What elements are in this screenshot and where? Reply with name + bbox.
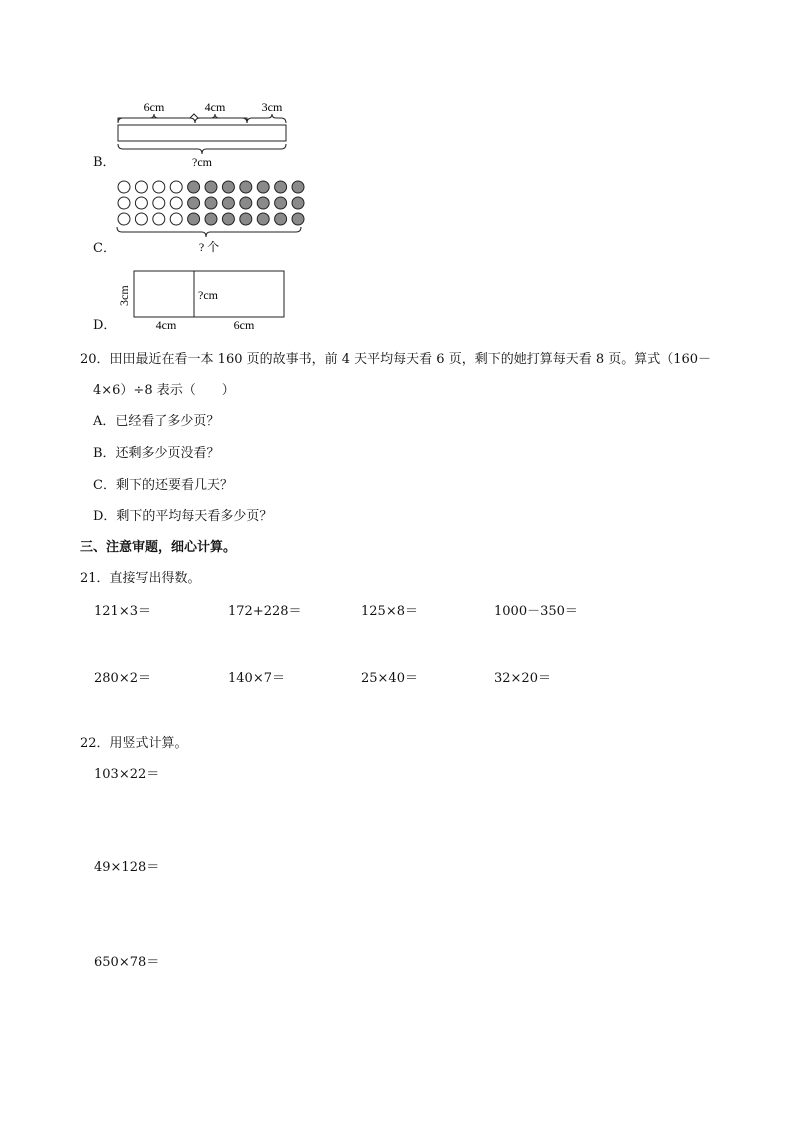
q22-item-1: 103×22＝ [94, 767, 160, 782]
q21-r2-c3: 25×40＝ [361, 671, 418, 686]
filled-circle [275, 213, 287, 225]
open-circle [170, 181, 182, 193]
q20-option-a: A．已经看了多少页？ [93, 414, 220, 429]
width-right-label: 6cm [233, 318, 255, 332]
option-c-letter: C． [93, 241, 116, 256]
q21-r1-c2: 172+228＝ [228, 604, 302, 619]
q22-item-2: 49×128＝ [94, 860, 160, 875]
q20-line1: 20．田田最近在看一本 160 页的故事书，前 4 天平均每天看 6 页，剩下的她打算每天看 8 页。算式（160－ [80, 352, 712, 367]
option-b-letter: B． [93, 155, 116, 170]
filled-circle [292, 181, 304, 193]
inside-label: ?cm [198, 288, 218, 302]
open-circle [135, 213, 147, 225]
q21-r1-c1: 121×3＝ [94, 604, 151, 619]
filled-circle [222, 197, 234, 209]
open-circle [170, 213, 182, 225]
open-circle [118, 197, 130, 209]
segment-bar [118, 125, 286, 141]
option-b-diagram [110, 96, 300, 168]
filled-circle [275, 197, 287, 209]
open-circle [118, 181, 130, 193]
segment-label-3: 3cm [261, 100, 283, 114]
filled-circle [240, 213, 252, 225]
filled-circle [188, 181, 200, 193]
bottom-brace-c [117, 227, 301, 237]
open-circle [153, 213, 165, 225]
filled-circle [222, 213, 234, 225]
total-label: ?cm [192, 155, 212, 168]
open-circle [153, 181, 165, 193]
filled-circle [205, 197, 217, 209]
q21-r2-c4: 32×20＝ [494, 671, 551, 686]
filled-circle [257, 213, 269, 225]
rect-left [134, 271, 194, 317]
filled-circle [205, 213, 217, 225]
q22-item-3: 650×78＝ [94, 955, 160, 970]
filled-circle [240, 181, 252, 193]
q20-option-b: B．还剩多少页没看？ [93, 446, 220, 461]
open-circle [135, 197, 147, 209]
total-count-label: ? 个 [198, 240, 220, 254]
option-c-diagram [112, 176, 308, 254]
option-d-diagram [114, 266, 294, 334]
filled-circle [188, 197, 200, 209]
filled-circle [240, 197, 252, 209]
top-brace-2 [195, 114, 247, 123]
section-title: 三、注意审题，细心计算。 [80, 540, 237, 555]
q21-r1-c3: 125×8＝ [361, 604, 418, 619]
circle-array [112, 176, 308, 254]
q22-title: 22．用竖式计算。 [80, 736, 188, 751]
filled-circle [188, 213, 200, 225]
q20-line2: 4×6）÷8 表示（ ） [93, 383, 235, 398]
open-circle [153, 197, 165, 209]
filled-circle [222, 181, 234, 193]
q20-option-d: D．剩下的平均每天看多少页？ [93, 509, 273, 524]
segment-label-1: 6cm [143, 100, 165, 114]
q21-title: 21．直接写出得数。 [80, 571, 201, 586]
q21-r2-c1: 280×2＝ [94, 671, 151, 686]
open-circle [170, 197, 182, 209]
bottom-brace [118, 144, 286, 154]
width-left-label: 4cm [155, 318, 177, 332]
filled-circle [205, 181, 217, 193]
filled-circle [257, 181, 269, 193]
top-brace-3 [247, 114, 286, 123]
rectangle-diagram [114, 266, 294, 334]
q21-r2-c2: 140×7＝ [228, 671, 285, 686]
segment-diagram [110, 96, 300, 168]
q21-r1-c4: 1000－350＝ [494, 604, 578, 619]
filled-circle [257, 197, 269, 209]
filled-circle [275, 181, 287, 193]
side-label: 3cm [117, 285, 131, 306]
filled-circle [292, 197, 304, 209]
open-circle [135, 181, 147, 193]
option-d-letter: D． [93, 318, 117, 333]
open-circle [118, 213, 130, 225]
filled-circle [292, 213, 304, 225]
segment-label-2: 4cm [204, 100, 226, 114]
q20-option-c: C．剩下的还要看几天？ [93, 478, 233, 493]
